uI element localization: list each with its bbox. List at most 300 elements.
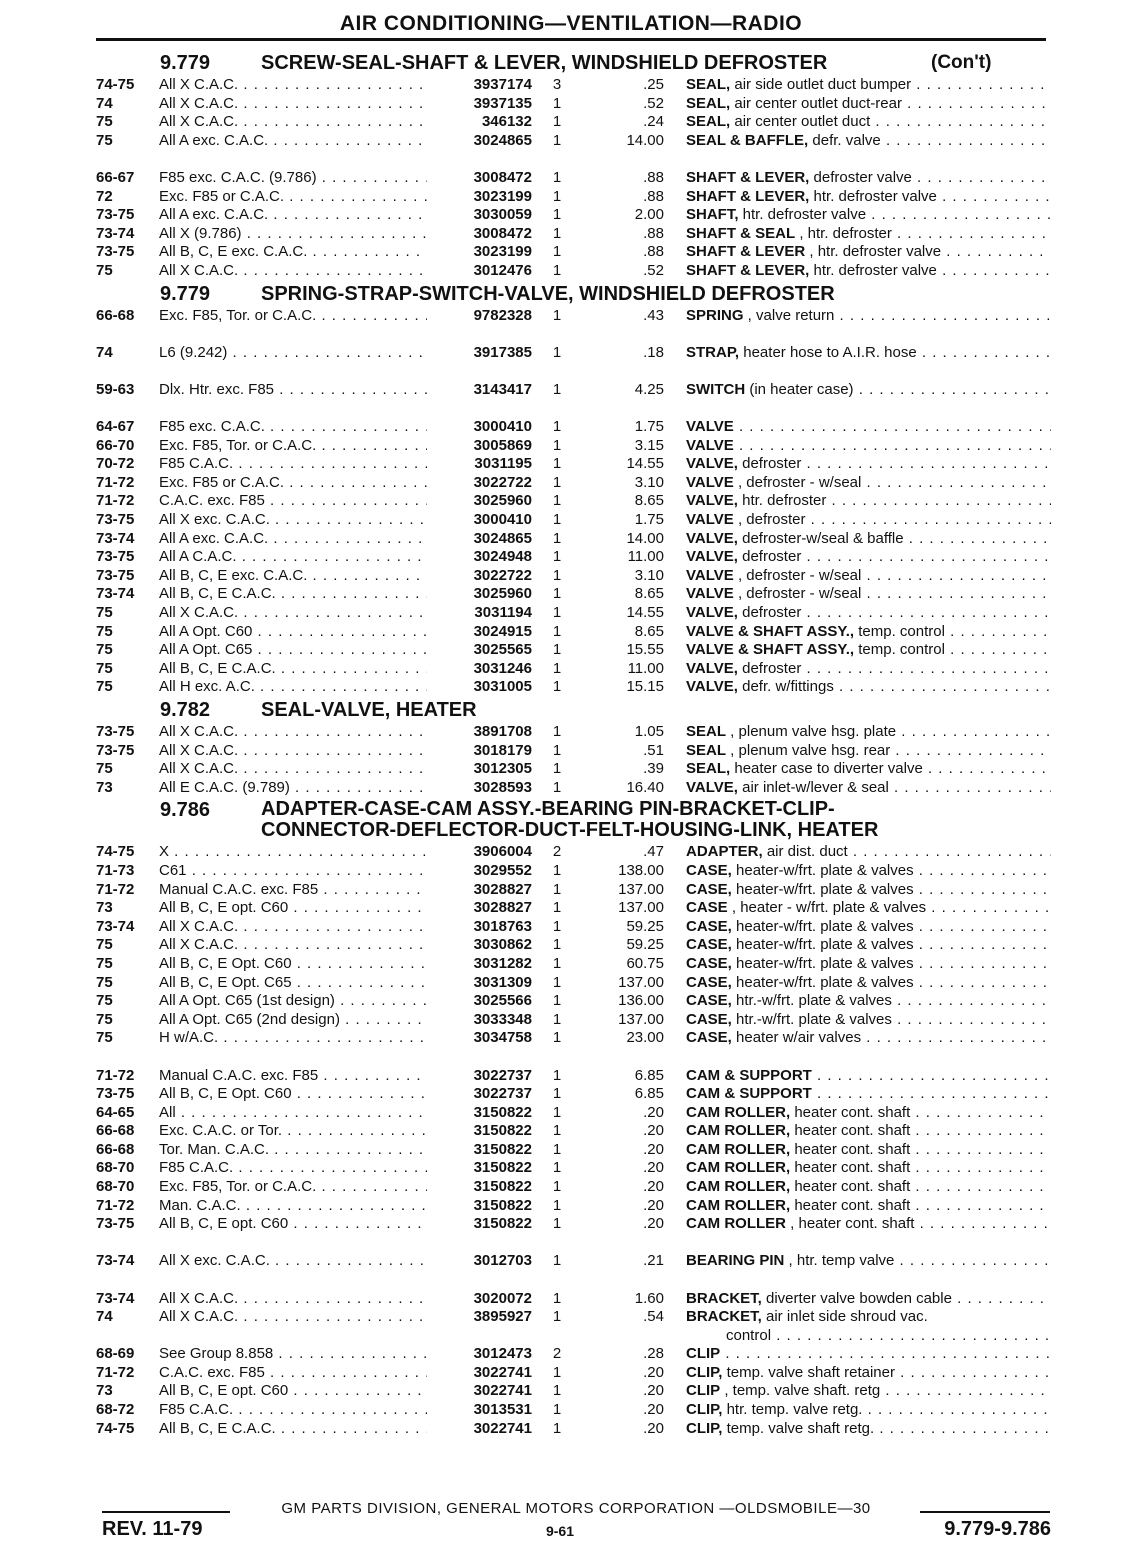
- section-title: [261, 52, 827, 75]
- part-row: [96, 843, 1056, 862]
- part-number: 3018763: [473, 917, 532, 935]
- part-name: VALVE & SHAFT ASSY.,: [686, 641, 855, 659]
- part-number: 3022737: [473, 1066, 532, 1084]
- part-detail: , defroster: [733, 511, 806, 529]
- part-number: 3000410: [473, 418, 532, 436]
- application: See Group 8.858 . . .: [159, 1345, 427, 1364]
- quantity: 1: [552, 113, 562, 131]
- quantity: 1: [552, 1178, 562, 1196]
- price: 1.75: [634, 418, 664, 436]
- part-number: 3031194: [474, 604, 532, 622]
- price: 8.65: [634, 585, 664, 603]
- part-row: [96, 623, 1056, 642]
- part-number: 3024915: [473, 622, 532, 640]
- part-description: [686, 243, 1051, 262]
- price: 6.85: [634, 1066, 664, 1084]
- part-description: [686, 862, 1051, 881]
- price: 59.25: [626, 936, 664, 954]
- model-years: 75: [96, 678, 113, 696]
- part-detail: htr.-w/frt. plate & valves: [731, 992, 892, 1010]
- part-number: 3024865: [473, 131, 532, 149]
- part-detail: defroster-w/seal & baffle: [737, 529, 904, 547]
- part-detail: heater cont. shaft: [790, 1178, 911, 1196]
- application: All H exc. A.C. . . .: [159, 678, 427, 697]
- part-name: ADAPTER,: [686, 843, 763, 861]
- row-spacer: [96, 362, 1056, 381]
- price: 15.55: [626, 641, 664, 659]
- price: 138.00: [618, 861, 664, 879]
- part-name: VALVE,: [686, 548, 738, 566]
- part-number: 3034758: [473, 1029, 532, 1047]
- model-years: 73-74: [96, 585, 135, 603]
- part-number: 346132: [481, 113, 532, 131]
- model-years: 73-74: [96, 1289, 135, 1307]
- part-row: [96, 1141, 1056, 1160]
- section-title-line: SPRING-STRAP-SWITCH-VALVE, WINDSHIELD DEFROSTER: [261, 282, 835, 305]
- part-number: 3028827: [473, 899, 532, 917]
- price: 14.55: [626, 455, 664, 473]
- part-name: SHAFT,: [686, 206, 739, 224]
- part-name: CASE,: [686, 954, 732, 972]
- part-description: [686, 1308, 1051, 1345]
- part-detail: htr. defroster valve: [809, 261, 937, 279]
- part-detail: temp. control: [854, 641, 945, 659]
- application: Manual C.A.C. exc. F85 . . .: [159, 881, 427, 900]
- part-description: [686, 723, 1051, 742]
- part-detail: diverter valve bowden cable: [761, 1289, 952, 1307]
- part-detail: heater cont. shaft: [790, 1140, 911, 1158]
- part-row: [96, 1067, 1056, 1086]
- price: .52: [643, 94, 664, 112]
- part-number: 3012305: [473, 760, 532, 778]
- price: 23.00: [626, 1029, 664, 1047]
- model-years: 75: [96, 659, 113, 677]
- application: All B, C, E Opt. C60 . . .: [159, 955, 427, 974]
- application: All X C.A.C. . . .: [159, 604, 427, 623]
- part-name: SEAL & BAFFLE,: [686, 131, 809, 149]
- part-description: [686, 1382, 1051, 1401]
- part-detail-continued: control . . .: [686, 1327, 1051, 1345]
- model-years: 73-75: [96, 1215, 135, 1233]
- part-number: 3023199: [473, 187, 532, 205]
- quantity: 1: [552, 343, 562, 361]
- part-number: 3030862: [473, 936, 532, 954]
- part-number: 3150822: [473, 1122, 532, 1140]
- part-description: [686, 1364, 1051, 1383]
- part-detail: heater-w/frt. plate & valves: [731, 880, 914, 898]
- part-number: 3025960: [473, 585, 532, 603]
- price: .39: [643, 760, 664, 778]
- price: 4.25: [634, 380, 664, 398]
- model-years: 73-75: [96, 548, 135, 566]
- part-name: CASE,: [686, 917, 732, 935]
- model-years: 75: [96, 992, 113, 1010]
- application: All X exc. C.A.C. . . .: [159, 1252, 427, 1271]
- part-row: [96, 455, 1056, 474]
- part-number: 3031246: [473, 659, 532, 677]
- application: All X C.A.C. . . .: [159, 1290, 427, 1309]
- price: .20: [643, 1363, 664, 1381]
- price: 16.40: [626, 778, 664, 796]
- part-detail: defroster: [737, 604, 802, 622]
- part-name: SEAL,: [686, 760, 731, 778]
- part-name: CAM ROLLER,: [686, 1196, 791, 1214]
- model-years: 64-65: [96, 1103, 135, 1121]
- part-detail: air center outlet duct-rear: [730, 94, 902, 112]
- model-years: 73-74: [96, 224, 135, 242]
- part-name: CLIP,: [686, 1419, 723, 1437]
- part-description: [686, 1420, 1051, 1439]
- quantity: 1: [552, 436, 562, 454]
- part-name: CAM ROLLER: [686, 1215, 786, 1233]
- part-description: [686, 843, 1051, 862]
- price: 14.00: [626, 529, 664, 547]
- footer-rule-left: [102, 1511, 230, 1513]
- application: All X C.A.C. . . .: [159, 76, 427, 95]
- model-years: 75: [96, 760, 113, 778]
- part-name: CASE,: [686, 861, 732, 879]
- model-years: 71-73: [96, 861, 135, 879]
- part-number: 3150822: [473, 1140, 532, 1158]
- model-years: 73: [96, 1382, 113, 1400]
- model-years: 73-75: [96, 243, 135, 261]
- application: All X C.A.C. . . .: [159, 760, 427, 779]
- section-code: 9.779: [160, 52, 211, 74]
- quantity: 1: [552, 778, 562, 796]
- application: All A Opt. C65 . . .: [159, 641, 427, 660]
- application: All X C.A.C. . . .: [159, 262, 427, 281]
- part-name: CAM ROLLER,: [686, 1178, 791, 1196]
- part-description: [686, 1215, 1051, 1234]
- part-detail: temp. valve shaft retainer: [722, 1363, 895, 1381]
- application: All . . .: [159, 1104, 427, 1123]
- price: .20: [643, 1419, 664, 1437]
- quantity: 1: [552, 243, 562, 261]
- part-description: [686, 742, 1051, 761]
- row-spacer: [96, 150, 1056, 169]
- application: Tor. Man. C.A.C. . . .: [159, 1141, 427, 1160]
- quantity: 1: [552, 1289, 562, 1307]
- part-detail: htr. defroster valve: [809, 187, 937, 205]
- application: All X C.A.C. . . .: [159, 918, 427, 937]
- price: 1.60: [634, 1289, 664, 1307]
- part-row: [96, 1401, 1056, 1420]
- part-number: 3020072: [473, 1289, 532, 1307]
- part-name: VALVE,: [686, 678, 738, 696]
- part-number: 3150822: [473, 1196, 532, 1214]
- price: .20: [643, 1159, 664, 1177]
- quantity: 1: [552, 1363, 562, 1381]
- part-name: CASE: [686, 899, 728, 917]
- model-years: 75: [96, 604, 113, 622]
- section-heading: [96, 281, 1056, 307]
- model-years: 73-75: [96, 741, 135, 759]
- price: .25: [643, 76, 664, 93]
- part-row: [96, 936, 1056, 955]
- section-title: [261, 283, 835, 306]
- part-detail: air inlet side shroud vac.: [761, 1308, 928, 1326]
- part-detail: htr. defroster: [737, 492, 827, 510]
- part-detail: heater-w/frt. plate & valves: [731, 917, 914, 935]
- part-detail: , htr. defroster valve: [805, 243, 942, 261]
- part-name: SHAFT & LEVER,: [686, 261, 810, 279]
- part-name: CASE,: [686, 936, 732, 954]
- application: Exc. F85, Tor. or C.A.C. . . .: [159, 437, 427, 456]
- part-detail: heater-w/frt. plate & valves: [731, 861, 914, 879]
- part-name: CAM & SUPPORT: [686, 1066, 812, 1084]
- application: C61 . . .: [159, 862, 427, 881]
- part-description: [686, 1252, 1051, 1271]
- application: All A Opt. C60 . . .: [159, 623, 427, 642]
- part-row: [96, 641, 1056, 660]
- quantity: 1: [552, 94, 562, 112]
- quantity: 1: [552, 306, 562, 324]
- application: All B, C, E Opt. C65 . . .: [159, 974, 427, 993]
- application: All X exc. C.A.C. . . .: [159, 511, 427, 530]
- part-row: [96, 418, 1056, 437]
- part-name: VALVE: [686, 566, 734, 584]
- price: 15.15: [626, 678, 664, 696]
- part-description: [686, 381, 1051, 400]
- model-years: 73: [96, 778, 113, 796]
- part-name: SHAFT & SEAL: [686, 224, 796, 242]
- part-description: [686, 1122, 1051, 1141]
- application: All X C.A.C. . . .: [159, 936, 427, 955]
- part-detail: defroster: [737, 548, 802, 566]
- application: All X C.A.C. . . .: [159, 742, 427, 761]
- part-description: [686, 604, 1051, 623]
- part-detail: heater cont. shaft: [790, 1122, 911, 1140]
- part-row: [96, 742, 1056, 761]
- part-row: [96, 1382, 1056, 1401]
- model-years: 74: [96, 343, 113, 361]
- part-detail: heater-w/frt. plate & valves: [731, 973, 914, 991]
- part-description: [686, 936, 1051, 955]
- part-detail: air center outlet duct: [730, 113, 871, 131]
- part-number: 3022722: [473, 566, 532, 584]
- part-detail: heater w/air valves: [731, 1029, 862, 1047]
- model-years: 74-75: [96, 1419, 135, 1437]
- model-years: 75: [96, 131, 113, 149]
- section-heading: [96, 697, 1056, 723]
- price: 3.10: [634, 566, 664, 584]
- part-row: [96, 1122, 1056, 1141]
- part-name: CAM ROLLER,: [686, 1122, 791, 1140]
- price: .20: [643, 1122, 664, 1140]
- part-description: [686, 760, 1051, 779]
- part-description: [686, 1401, 1051, 1420]
- model-years: 73-74: [96, 1252, 135, 1270]
- part-name: VALVE: [686, 436, 734, 454]
- quantity: 1: [552, 622, 562, 640]
- part-row: [96, 95, 1056, 114]
- model-years: 72: [96, 187, 113, 205]
- application: C.A.C. exc. F85 . . .: [159, 492, 427, 511]
- part-description: [686, 955, 1051, 974]
- quantity: 1: [552, 861, 562, 879]
- part-description: [686, 899, 1051, 918]
- part-number: 3012476: [473, 261, 532, 279]
- part-number: 3013531: [473, 1401, 532, 1418]
- quantity: 1: [552, 1401, 562, 1418]
- part-description: [686, 113, 1051, 132]
- part-description: [686, 206, 1051, 225]
- quantity: 1: [552, 1122, 562, 1140]
- price: .20: [643, 1382, 664, 1400]
- part-row: [96, 992, 1056, 1011]
- price: .20: [643, 1178, 664, 1196]
- part-description: [686, 623, 1051, 642]
- price: .54: [643, 1308, 664, 1326]
- part-number: 3150822: [473, 1103, 532, 1121]
- application: All A exc. C.A.C. . . .: [159, 132, 427, 151]
- quantity: 1: [552, 473, 562, 491]
- part-row: [96, 723, 1056, 742]
- part-name: CAM ROLLER,: [686, 1159, 791, 1177]
- price: 3.10: [634, 473, 664, 491]
- part-description: [686, 548, 1051, 567]
- part-description: [686, 1029, 1051, 1048]
- application: All A Opt. C65 (1st design) . . .: [159, 992, 427, 1011]
- part-row: [96, 760, 1056, 779]
- application: C.A.C. exc. F85 . . .: [159, 1364, 427, 1383]
- part-number: 3031309: [473, 973, 532, 991]
- price: 8.65: [634, 492, 664, 510]
- part-number: 3012473: [473, 1345, 532, 1363]
- price: 3.15: [634, 436, 664, 454]
- price: 137.00: [618, 880, 664, 898]
- model-years: 75: [96, 641, 113, 659]
- model-years: 64-67: [96, 418, 135, 436]
- part-description: [686, 918, 1051, 937]
- application: F85 exc. C.A.C. (9.786) . . .: [159, 169, 427, 188]
- model-years: 74: [96, 94, 113, 112]
- price: .18: [643, 343, 664, 361]
- part-row: [96, 585, 1056, 604]
- quantity: 1: [552, 659, 562, 677]
- part-detail: , plenum valve hsg. rear: [726, 741, 891, 759]
- price: 14.00: [626, 131, 664, 149]
- model-years: 75: [96, 936, 113, 954]
- part-row: [96, 511, 1056, 530]
- price: .21: [643, 1252, 664, 1270]
- part-row: [96, 1252, 1056, 1271]
- part-name: CASE,: [686, 880, 732, 898]
- part-row: [96, 1215, 1056, 1234]
- part-description: [686, 779, 1051, 798]
- price: .20: [643, 1215, 664, 1233]
- application: All A exc. C.A.C. . . .: [159, 206, 427, 225]
- model-years: 71-72: [96, 1363, 135, 1381]
- part-name: CLIP: [686, 1345, 721, 1363]
- application: All A Opt. C65 (2nd design) . . .: [159, 1011, 427, 1030]
- part-row: [96, 974, 1056, 993]
- part-detail: heater hose to A.I.R. hose: [739, 343, 917, 361]
- quantity: 1: [552, 1085, 562, 1103]
- model-years: 75: [96, 1010, 113, 1028]
- price: .88: [643, 168, 664, 186]
- application: F85 exc. C.A.C. . . .: [159, 418, 427, 437]
- part-detail: defroster valve: [809, 168, 912, 186]
- application: All A exc. C.A.C. . . .: [159, 530, 427, 549]
- part-description: [686, 455, 1051, 474]
- part-row: [96, 344, 1056, 363]
- price: .51: [643, 741, 664, 759]
- part-number: 3895927: [473, 1308, 532, 1326]
- part-description: [686, 76, 1051, 95]
- quantity: 1: [552, 168, 562, 186]
- quantity: 1: [552, 1196, 562, 1214]
- part-row: [96, 1290, 1056, 1309]
- quantity: 1: [552, 1215, 562, 1233]
- price: 11.00: [627, 659, 664, 677]
- model-years: 66-68: [96, 1140, 135, 1158]
- model-years: 73-75: [96, 723, 135, 740]
- part-description: [686, 1104, 1051, 1123]
- price: .52: [643, 261, 664, 279]
- part-number: 3018179: [473, 741, 532, 759]
- part-row: [96, 132, 1056, 151]
- part-description: [686, 881, 1051, 900]
- price: .47: [643, 843, 664, 861]
- part-row: [96, 530, 1056, 549]
- part-number: 3025960: [473, 492, 532, 510]
- part-detail: heater cont. shaft: [790, 1159, 911, 1177]
- application: All B, C, E C.A.C. . . .: [159, 660, 427, 679]
- quantity: 1: [552, 492, 562, 510]
- part-name: SEAL: [686, 741, 727, 759]
- part-row: [96, 604, 1056, 623]
- application: All A C.A.C. . . .: [159, 548, 427, 567]
- part-number: 3005869: [473, 436, 532, 454]
- section-title-line: SCREW-SEAL-SHAFT & LEVER, WINDSHIELD DEFROSTER: [261, 52, 828, 74]
- part-row: [96, 474, 1056, 493]
- model-years: 68-70: [96, 1178, 135, 1196]
- part-number: 3025565: [473, 641, 532, 659]
- part-description: [686, 418, 1051, 437]
- model-years: 71-72: [96, 1066, 135, 1084]
- section-code: 9.782: [160, 699, 211, 721]
- part-detail: , heater - w/frt. plate & valves: [727, 899, 927, 917]
- quantity: 1: [552, 917, 562, 935]
- part-name: SWITCH: [686, 380, 746, 398]
- part-row: [96, 225, 1056, 244]
- model-years: 71-72: [96, 1196, 135, 1214]
- part-detail: heater case to diverter valve: [730, 760, 923, 778]
- part-detail: temp. control: [854, 622, 945, 640]
- part-row: [96, 1085, 1056, 1104]
- application: Man. C.A.C. . . .: [159, 1197, 427, 1216]
- part-row: [96, 1364, 1056, 1383]
- part-row: [96, 76, 1056, 95]
- quantity: 1: [552, 566, 562, 584]
- header-rule: [96, 38, 1046, 41]
- part-number: 3033348: [473, 1010, 532, 1028]
- quantity: 1: [552, 604, 562, 622]
- price: .20: [643, 1401, 664, 1418]
- quantity: 1: [552, 1010, 562, 1028]
- part-name: SEAL,: [686, 76, 731, 93]
- part-row: [96, 188, 1056, 207]
- part-number: 3937174: [473, 76, 532, 93]
- page-header-title: AIR CONDITIONING—VENTILATION—RADIO: [339, 12, 803, 35]
- quantity: 1: [552, 418, 562, 436]
- price: 60.75: [626, 954, 664, 972]
- model-years: 75: [96, 113, 113, 131]
- part-description: [686, 1159, 1051, 1178]
- model-years: 71-72: [96, 880, 135, 898]
- part-row: [96, 1011, 1056, 1030]
